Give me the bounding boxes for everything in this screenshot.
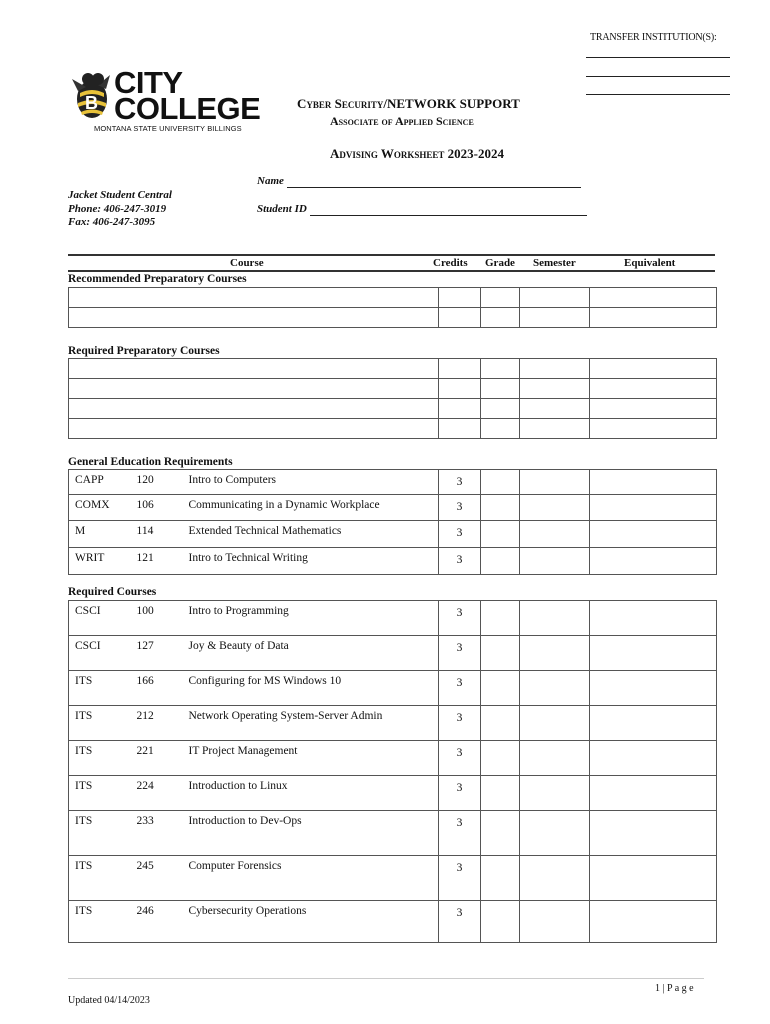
- course-subject: ITS: [69, 811, 133, 856]
- city-college-logo: [68, 63, 273, 133]
- course-subject: ITS: [69, 671, 133, 706]
- transfer-line-1[interactable]: [586, 57, 730, 58]
- grade-cell[interactable]: [481, 776, 520, 811]
- course-subject: ITS: [69, 856, 133, 901]
- worksheet-title: Advising Worksheet 2023-2024: [330, 146, 505, 161]
- course-subject: CSCI: [69, 636, 133, 671]
- equivalent-cell[interactable]: [590, 601, 717, 636]
- equivalent-cell[interactable]: [590, 671, 717, 706]
- equivalent-cell[interactable]: [590, 636, 717, 671]
- semester-cell[interactable]: [520, 495, 590, 521]
- course-credits: 3: [439, 811, 481, 856]
- course-number: 212: [133, 706, 189, 741]
- table-row: [69, 776, 717, 811]
- recommended-table: [68, 287, 717, 328]
- section-recommended: Recommended Preparatory Courses: [68, 273, 247, 285]
- grade-cell[interactable]: [481, 636, 520, 671]
- semester-cell[interactable]: [520, 601, 590, 636]
- col-course: Course: [230, 257, 264, 269]
- table-row: [69, 379, 717, 399]
- table-row: [69, 470, 717, 495]
- course-subject: ITS: [69, 776, 133, 811]
- course-number: 246: [133, 901, 189, 943]
- program-title: Cyber Security/NETWORK SUPPORT: [297, 96, 520, 111]
- course-number: 100: [133, 601, 189, 636]
- table-row: [69, 308, 717, 328]
- grade-cell[interactable]: [481, 521, 520, 548]
- equivalent-cell[interactable]: [590, 776, 717, 811]
- course-number: 127: [133, 636, 189, 671]
- course-credits: 3: [439, 901, 481, 943]
- course-title: Introduction to Linux: [189, 776, 439, 811]
- table-row: [69, 359, 717, 379]
- required-prep-table: [68, 358, 717, 439]
- grade-cell[interactable]: [481, 901, 520, 943]
- semester-cell[interactable]: [520, 741, 590, 776]
- transfer-line-3[interactable]: [586, 94, 730, 95]
- grade-cell[interactable]: [481, 601, 520, 636]
- semester-cell[interactable]: [520, 636, 590, 671]
- course-number: 221: [133, 741, 189, 776]
- grade-cell[interactable]: [481, 811, 520, 856]
- course-title: Intro to Computers: [189, 470, 439, 495]
- svg-text:B: B: [85, 93, 98, 113]
- course-credits: 3: [439, 470, 481, 495]
- grade-cell[interactable]: [481, 548, 520, 575]
- transfer-institution-label: TRANSFER INSTITUTION(S):: [590, 32, 717, 43]
- table-row: [69, 856, 717, 901]
- course-title: Intro to Programming: [189, 601, 439, 636]
- course-subject: WRIT: [69, 548, 133, 575]
- semester-cell[interactable]: [520, 706, 590, 741]
- table-row: [69, 741, 717, 776]
- student-id-field[interactable]: [310, 215, 587, 216]
- header-rule-top: [68, 254, 715, 256]
- course-title: Cybersecurity Operations: [189, 901, 439, 943]
- col-credits: Credits: [433, 257, 468, 269]
- semester-cell[interactable]: [520, 548, 590, 575]
- course-credits: 3: [439, 706, 481, 741]
- col-equivalent: Equivalent: [624, 257, 676, 269]
- course-title: Intro to Technical Writing: [189, 548, 439, 575]
- equivalent-cell[interactable]: [590, 901, 717, 943]
- equivalent-cell[interactable]: [590, 811, 717, 856]
- course-credits: 3: [439, 521, 481, 548]
- table-row: [69, 901, 717, 943]
- course-number: 224: [133, 776, 189, 811]
- header-rule-bottom: [68, 270, 715, 272]
- equivalent-cell[interactable]: [590, 470, 717, 495]
- table-row: [69, 671, 717, 706]
- student-id-label: Student ID: [257, 203, 307, 215]
- course-number: 106: [133, 495, 189, 521]
- course-title: Communicating in a Dynamic Workplace: [189, 495, 439, 521]
- table-row: [69, 636, 717, 671]
- contact-fax: Fax: 406-247-3095: [68, 216, 156, 228]
- semester-cell[interactable]: [520, 811, 590, 856]
- course-number: 166: [133, 671, 189, 706]
- table-row: [69, 601, 717, 636]
- section-gen-ed: General Education Requirements: [68, 456, 233, 468]
- course-number: 245: [133, 856, 189, 901]
- course-credits: 3: [439, 856, 481, 901]
- course-subject: ITS: [69, 901, 133, 943]
- footer-rule: [68, 978, 704, 979]
- semester-cell[interactable]: [520, 521, 590, 548]
- contact-office: Jacket Student Central: [68, 189, 172, 201]
- gen-ed-table: [68, 469, 717, 575]
- grade-cell[interactable]: [481, 495, 520, 521]
- course-title: Introduction to Dev-Ops: [189, 811, 439, 856]
- course-title: Network Operating System-Server Admin: [189, 706, 439, 741]
- table-row: [69, 399, 717, 419]
- table-row: [69, 288, 717, 308]
- course-title: Joy & Beauty of Data: [189, 636, 439, 671]
- course-credits: 3: [439, 741, 481, 776]
- name-field[interactable]: [287, 187, 581, 188]
- semester-cell[interactable]: [520, 470, 590, 495]
- section-required-prep: Required Preparatory Courses: [68, 345, 220, 357]
- col-semester: Semester: [533, 257, 576, 269]
- course-subject: ITS: [69, 706, 133, 741]
- grade-cell[interactable]: [481, 671, 520, 706]
- contact-info: [68, 189, 172, 230]
- grade-cell[interactable]: [481, 741, 520, 776]
- course-number: 114: [133, 521, 189, 548]
- course-credits: 3: [439, 548, 481, 575]
- course-title: Configuring for MS Windows 10: [189, 671, 439, 706]
- course-subject: ITS: [69, 741, 133, 776]
- updated-date: Updated 04/14/2023: [68, 995, 150, 1006]
- course-number: 233: [133, 811, 189, 856]
- table-row: [69, 419, 717, 439]
- semester-cell[interactable]: [520, 856, 590, 901]
- course-credits: 3: [439, 601, 481, 636]
- course-credits: 3: [439, 636, 481, 671]
- yellow-jacket-icon: [68, 65, 114, 127]
- col-grade: Grade: [485, 257, 515, 269]
- course-credits: 3: [439, 671, 481, 706]
- logo-word-city: CITY: [114, 65, 183, 100]
- logo-word-college: COLLEGE: [114, 91, 261, 126]
- contact-phone: Phone: 406-247-3019: [68, 202, 167, 215]
- course-subject: M: [69, 521, 133, 548]
- course-credits: 3: [439, 776, 481, 811]
- semester-cell[interactable]: [520, 776, 590, 811]
- course-title: Extended Technical Mathematics: [189, 521, 439, 548]
- equivalent-cell[interactable]: [590, 741, 717, 776]
- grade-cell[interactable]: [481, 856, 520, 901]
- logo-subtitle: MONTANA STATE UNIVERSITY BILLINGS: [94, 124, 242, 133]
- equivalent-cell[interactable]: [590, 856, 717, 901]
- course-subject: COMX: [69, 495, 133, 521]
- grade-cell[interactable]: [481, 706, 520, 741]
- grade-cell[interactable]: [481, 470, 520, 495]
- table-row: [69, 811, 717, 856]
- course-number: 121: [133, 548, 189, 575]
- name-label: Name: [257, 175, 284, 187]
- page-number: 1 | P a g e: [655, 983, 694, 994]
- section-required: Required Courses: [68, 586, 157, 598]
- table-row: [69, 548, 717, 575]
- transfer-line-2[interactable]: [586, 76, 730, 77]
- equivalent-cell[interactable]: [590, 548, 717, 575]
- course-number: 120: [133, 470, 189, 495]
- degree-title: Associate of Applied Science: [330, 114, 474, 128]
- equivalent-cell[interactable]: [590, 495, 717, 521]
- course-credits: 3: [439, 495, 481, 521]
- table-row: [69, 521, 717, 548]
- semester-cell[interactable]: [520, 901, 590, 943]
- course-subject: CAPP: [69, 470, 133, 495]
- semester-cell[interactable]: [520, 671, 590, 706]
- equivalent-cell[interactable]: [590, 521, 717, 548]
- course-title: Computer Forensics: [189, 856, 439, 901]
- course-title: IT Project Management: [189, 741, 439, 776]
- course-subject: CSCI: [69, 601, 133, 636]
- table-row: [69, 495, 717, 521]
- equivalent-cell[interactable]: [590, 706, 717, 741]
- table-row: [69, 706, 717, 741]
- required-table: [68, 600, 717, 943]
